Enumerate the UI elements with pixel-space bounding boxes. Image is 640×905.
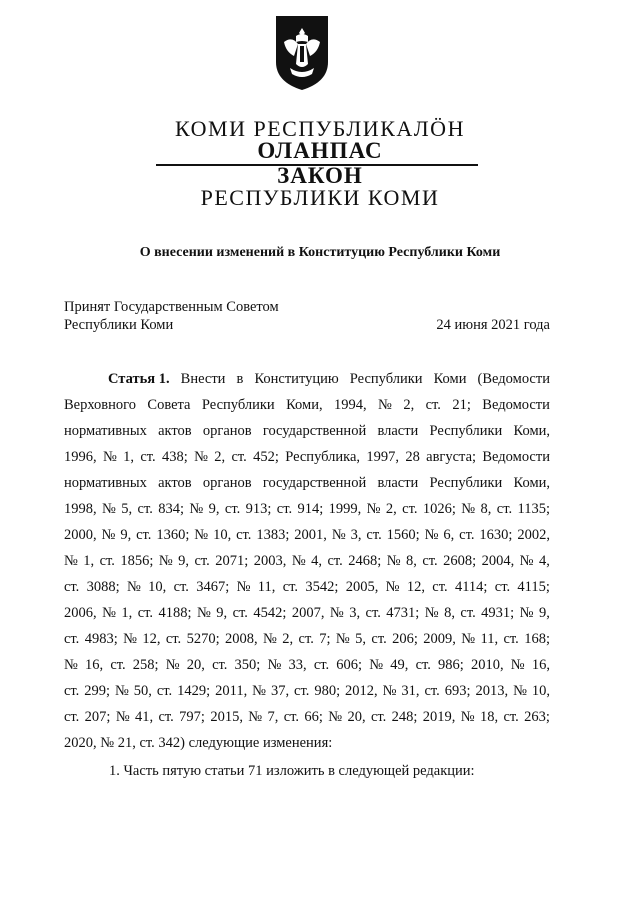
- article-word: 66;: [304, 709, 323, 725]
- article-word: (Ведомости: [477, 371, 550, 387]
- article-word: государственной: [262, 475, 367, 491]
- article-word: ст.: [494, 579, 511, 595]
- article-word: ст.: [64, 579, 80, 595]
- article-word: №: [386, 553, 401, 569]
- article-word: 18,: [479, 709, 499, 725]
- article-word: государственной: [262, 423, 367, 439]
- adopted-line-1: Принят Государственным Советом: [64, 299, 279, 315]
- article-word: 1135;: [517, 501, 550, 517]
- article-word: 5270;: [186, 631, 220, 647]
- article-word: 1996,: [64, 449, 97, 465]
- article-word: 7;: [319, 631, 331, 647]
- article-word: 2013,: [475, 683, 509, 699]
- article-word: 10,: [213, 527, 232, 543]
- article-word: №: [291, 553, 306, 569]
- article-word: №: [369, 657, 384, 673]
- article-line: [64, 392, 550, 418]
- article-word: ст.: [503, 709, 519, 725]
- article-word: ст.: [432, 579, 448, 595]
- article-word: власти: [377, 475, 419, 491]
- article-line: [64, 522, 550, 548]
- article-word: №: [248, 709, 263, 725]
- article-word: №: [331, 527, 346, 543]
- article-word: нормативных: [64, 423, 147, 439]
- article-line: [64, 470, 550, 496]
- article-word: 7,: [267, 709, 279, 725]
- article-word: №: [461, 501, 476, 517]
- article-word: 12,: [406, 579, 425, 595]
- adopted-by: [64, 298, 279, 334]
- article-word: 2019,: [422, 709, 456, 725]
- article-line: [64, 652, 550, 678]
- article-word: 2004,: [481, 553, 515, 569]
- article-word: 49,: [390, 657, 409, 673]
- article-word: 2009,: [423, 631, 456, 647]
- article-word: 9,: [178, 553, 190, 569]
- article-word: №: [102, 501, 116, 517]
- article-word: актов: [158, 475, 192, 491]
- article-word: №: [519, 553, 534, 569]
- article-word: ст.: [137, 501, 153, 517]
- article-word: ст.: [294, 683, 310, 699]
- article-word: органов: [202, 423, 252, 439]
- article-word: №: [194, 527, 209, 543]
- article-word: 1994,: [334, 397, 367, 413]
- header-zakon: ЗАКОН: [277, 163, 363, 188]
- article-word: 914;: [297, 501, 324, 517]
- article-word: ст.: [366, 527, 382, 543]
- article-word: 1997,: [366, 449, 399, 465]
- article-word: ст.: [283, 709, 300, 725]
- article-word: ст.: [165, 631, 182, 647]
- article-word: Ведомости: [482, 397, 550, 413]
- article-word: ст.: [173, 579, 189, 595]
- article-word: №: [123, 631, 137, 647]
- article-word: 168;: [524, 631, 550, 647]
- article-word: №: [101, 527, 116, 543]
- article-word: 1,: [83, 553, 95, 569]
- article-word: 1026;: [422, 501, 456, 517]
- article-word: Республика,: [285, 449, 361, 465]
- article-word: 2010,: [471, 657, 504, 673]
- article-word: 5,: [355, 631, 366, 647]
- coat-of-arms-emblem: [272, 12, 332, 92]
- article-word: августа;: [426, 449, 477, 465]
- article-word: 2071;: [215, 553, 249, 569]
- article-word: 1,: [123, 449, 134, 465]
- article-word: органов: [202, 475, 252, 491]
- article-word: 11,: [257, 579, 276, 595]
- article-word: ст.: [496, 501, 513, 517]
- article-word: 2006,: [64, 605, 97, 621]
- article-word: 1998,: [64, 501, 97, 517]
- article-word: 11,: [480, 631, 499, 647]
- article-line: [64, 574, 550, 600]
- article-word: №: [513, 683, 527, 699]
- article-word: 16,: [85, 657, 104, 673]
- article-word: 3,: [349, 605, 361, 621]
- header-olanpas: ОЛАНПАС: [257, 138, 383, 163]
- article-word: 8,: [406, 553, 417, 569]
- article-word: ст.: [212, 657, 228, 673]
- article-line-text: 2020, № 21, ст. 342) следующие изменения:: [64, 735, 333, 751]
- adoption-date: 24 июня 2021 года: [436, 317, 550, 333]
- article-word: ст.: [232, 605, 248, 621]
- article-word: 16,: [531, 657, 550, 673]
- article-word: 20,: [186, 657, 205, 673]
- article-word: №: [252, 683, 267, 699]
- header-republic-komi: РЕСПУБЛИКИ КОМИ: [200, 185, 440, 210]
- article-word: 2,: [385, 501, 397, 517]
- article-word: Республики: [429, 423, 503, 439]
- article-word: ст.: [140, 449, 156, 465]
- article-word: 4,: [538, 553, 550, 569]
- article-word: 693;: [444, 683, 471, 699]
- article-word: №: [385, 579, 400, 595]
- article-word: ст.: [194, 553, 210, 569]
- article-word: Коми: [433, 371, 467, 387]
- article-word: 4542;: [253, 605, 287, 621]
- article-word: ст.: [327, 553, 343, 569]
- article-1-text: [64, 366, 550, 756]
- article-word: №: [194, 449, 208, 465]
- article-word: Республики: [201, 397, 275, 413]
- article-word: 207;: [84, 709, 111, 725]
- article-word: №: [189, 501, 204, 517]
- article-line: [64, 548, 550, 574]
- article-word: 3467;: [196, 579, 230, 595]
- article-word: 2015,: [210, 709, 243, 725]
- article-word: №: [102, 605, 116, 621]
- article-word: 33,: [288, 657, 307, 673]
- article-word: 37,: [270, 683, 290, 699]
- article-word: ст.: [136, 527, 152, 543]
- article-word: ст.: [460, 605, 476, 621]
- article-word: 1429;: [177, 683, 211, 699]
- article-word: 350;: [234, 657, 261, 673]
- article-word: 1383;: [256, 527, 290, 543]
- article-word: ст.: [110, 657, 126, 673]
- article-word: в: [236, 371, 244, 387]
- article-word: ст.: [402, 501, 418, 517]
- article-word: ст.: [298, 631, 314, 647]
- article-word: №: [366, 501, 381, 517]
- article-word: №: [64, 553, 78, 569]
- article-word: 1360;: [156, 527, 190, 543]
- article-word: 206;: [392, 631, 418, 647]
- article-word: №: [196, 605, 211, 621]
- article-word: ст.: [365, 605, 381, 621]
- article-word: актов: [158, 423, 192, 439]
- article-word: ст.: [99, 553, 115, 569]
- article-word: нормативных: [64, 475, 147, 491]
- article-word: Верховного: [64, 397, 136, 413]
- article-word: 2002,: [517, 527, 550, 543]
- article-word: 10,: [531, 683, 550, 699]
- article-word: 2001,: [294, 527, 327, 543]
- article-word: 2005,: [345, 579, 379, 595]
- article-word: ст.: [236, 527, 252, 543]
- article-word: 31,: [401, 683, 420, 699]
- article-word: 2468;: [348, 553, 382, 569]
- article-word: №: [115, 709, 130, 725]
- article-word: ст.: [276, 501, 293, 517]
- article-word: 4731;: [386, 605, 420, 621]
- article-word: ст.: [424, 683, 440, 699]
- article-word: №: [510, 657, 525, 673]
- article-word: Республики: [349, 371, 423, 387]
- article-word: 2,: [214, 449, 226, 465]
- article-word: Коми,: [286, 397, 323, 413]
- article-word: 9,: [208, 501, 220, 517]
- article-word: ст.: [425, 397, 441, 413]
- article-word: ст.: [64, 683, 80, 699]
- article-word: 4188;: [158, 605, 192, 621]
- article-word: 9,: [538, 605, 550, 621]
- document-title: О внесении изменений в Конституцию Республики Коми: [139, 245, 501, 260]
- article-word: №: [267, 657, 282, 673]
- article-word: Совета: [147, 397, 191, 413]
- article-line: [64, 626, 550, 652]
- article-word: 6,: [443, 527, 455, 543]
- article-word: 21;: [452, 397, 471, 413]
- article-word: 797;: [179, 709, 205, 725]
- article-word: 263;: [524, 709, 550, 725]
- article-word: 438;: [161, 449, 188, 465]
- article-label: Статья 1.: [108, 371, 170, 387]
- article-word: Конституцию: [254, 371, 339, 387]
- article-word: ст.: [158, 709, 174, 725]
- article-word: №: [329, 605, 344, 621]
- article-word: 9,: [216, 605, 228, 621]
- article-word: власти: [377, 423, 419, 439]
- article-word: 9,: [120, 527, 132, 543]
- article-word: 1,: [121, 605, 133, 621]
- article-line: [64, 730, 550, 756]
- article-word: №: [115, 683, 129, 699]
- article-word: ст.: [459, 527, 475, 543]
- article-word: №: [378, 397, 392, 413]
- adopted-line-2: Республики Коми: [64, 317, 174, 333]
- article-word: 5,: [121, 501, 133, 517]
- article-word: ст.: [156, 683, 173, 699]
- article-word: 452;: [253, 449, 279, 465]
- article-word: 1856;: [120, 553, 154, 569]
- article-word: №: [236, 579, 251, 595]
- article-word: 28: [405, 449, 420, 465]
- article-word: ст.: [313, 657, 330, 673]
- article-word: Республики: [429, 475, 503, 491]
- article-word: Ведомости: [482, 449, 550, 465]
- article-word: №: [460, 709, 475, 725]
- article-word: 4115;: [517, 579, 550, 595]
- article-line: [64, 366, 550, 392]
- article-word: ст.: [224, 501, 241, 517]
- article-word: 4114;: [454, 579, 488, 595]
- article-word: 2011,: [215, 683, 248, 699]
- article-line: [64, 704, 550, 730]
- article-word: ст.: [422, 553, 438, 569]
- article-word: 1999,: [328, 501, 362, 517]
- article-word: ст.: [137, 605, 154, 621]
- article-word: №: [461, 631, 476, 647]
- article-word: 248;: [391, 709, 418, 725]
- article-word: 2012,: [345, 683, 378, 699]
- article-line: [64, 600, 550, 626]
- article-line: [64, 496, 550, 522]
- article-word: 8,: [480, 501, 492, 517]
- article-word: ст.: [64, 631, 80, 647]
- header-komi-republic: КОМИ РЕСПУБЛИКАЛÖН: [175, 116, 465, 141]
- article-word: 2,: [282, 631, 294, 647]
- article-word: 8,: [444, 605, 455, 621]
- article-word: 4983;: [84, 631, 118, 647]
- article-word: Внести: [180, 371, 226, 387]
- article-1-item-1: 1. Часть пятую статьи 71 изложить в следующей редакции:: [109, 763, 475, 779]
- article-word: 913;: [245, 501, 272, 517]
- article-word: №: [263, 631, 277, 647]
- article-word: 2000,: [64, 527, 97, 543]
- article-word: ст.: [371, 631, 387, 647]
- article-word: №: [382, 683, 397, 699]
- article-word: №: [127, 579, 141, 595]
- article-word: №: [335, 631, 350, 647]
- article-word: ст.: [370, 709, 387, 725]
- article-word: 12,: [142, 631, 161, 647]
- article-word: 2003,: [253, 553, 287, 569]
- article-word: Коми,: [513, 423, 550, 439]
- article-word: 1560;: [386, 527, 420, 543]
- article-word: 4931;: [481, 605, 515, 621]
- article-word: 50,: [133, 683, 152, 699]
- article-word: №: [328, 709, 343, 725]
- article-word: 3088;: [86, 579, 120, 595]
- article-word: 258;: [132, 657, 159, 673]
- article-word: ст.: [503, 631, 519, 647]
- article-word: 2007,: [291, 605, 325, 621]
- article-word: 299;: [84, 683, 111, 699]
- article-line: [64, 418, 550, 444]
- article-word: 3542;: [305, 579, 339, 595]
- article-line: [64, 678, 550, 704]
- article-word: 3,: [350, 527, 362, 543]
- article-word: №: [64, 657, 78, 673]
- article-word: №: [519, 605, 534, 621]
- article-word: №: [165, 657, 180, 673]
- article-word: №: [424, 527, 439, 543]
- article-word: 986;: [438, 657, 464, 673]
- article-word: ст.: [231, 449, 247, 465]
- article-word: 2008,: [225, 631, 258, 647]
- article-word: ст.: [282, 579, 299, 595]
- article-word: ст.: [415, 657, 431, 673]
- article-word: 2608;: [443, 553, 477, 569]
- article-word: 834;: [158, 501, 184, 517]
- article-line: [64, 444, 550, 470]
- article-word: 980;: [314, 683, 341, 699]
- article-word: 1630;: [479, 527, 513, 543]
- article-word: №: [424, 605, 439, 621]
- article-word: ст.: [64, 709, 80, 725]
- article-word: 2,: [403, 397, 415, 413]
- article-word: Коми,: [513, 475, 550, 491]
- article-word: №: [158, 553, 173, 569]
- article-word: 10,: [148, 579, 167, 595]
- article-word: 41,: [135, 709, 154, 725]
- article-word: 20,: [347, 709, 366, 725]
- article-word: 606;: [336, 657, 363, 673]
- article-word: 4,: [311, 553, 322, 569]
- article-word: №: [102, 449, 117, 465]
